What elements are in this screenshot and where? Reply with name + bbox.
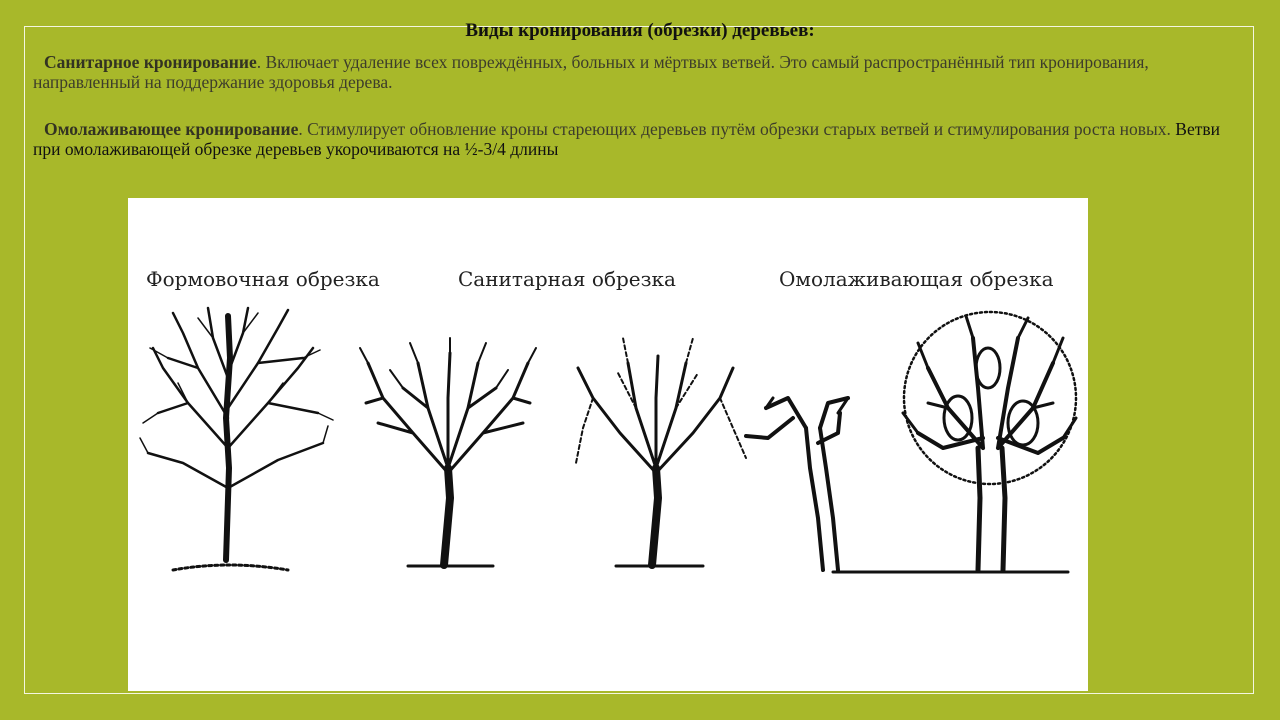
sanitary-paragraph	[33, 52, 1243, 92]
slide-title: Виды кронирования (обрезки) деревьев:	[465, 20, 815, 41]
rejuvenating-label: Омолаживающая обрезка	[779, 267, 1054, 291]
rejuvenating-note: Ветви при омолаживающей обрезке деревьев укорочиваются на ½-3/4 длины	[33, 119, 1220, 159]
sanitary-heading: Санитарное кронирование	[44, 52, 257, 72]
rejuvenated-stump-icon	[746, 398, 848, 570]
trees-illustration	[128, 198, 1088, 691]
rejuvenating-paragraph	[33, 119, 1243, 159]
rejuvenating-heading: Омолаживающее кронирование	[44, 119, 299, 139]
rejuvenated-tree-icon	[903, 312, 1076, 570]
sanitary-tree-after-icon	[360, 338, 536, 566]
pruning-figure	[128, 198, 1088, 691]
sanitary-tree-before-icon	[576, 338, 746, 566]
forming-tree-icon	[140, 308, 333, 570]
rejuvenating-text: . Стимулирует обновление кроны стареющих деревьев путём обрезки старых ветвей и стимулирования роста новых.	[298, 119, 1176, 139]
sanitary-text: . Включает удаление всех повреждённых, больных и мёртвых ветвей. Это самый распространённый тип кронирования, направленный на поддержание здоровья дерева.	[33, 52, 1149, 92]
sanitary-label: Санитарная обрезка	[458, 267, 676, 291]
forming-label: Формовочная обрезка	[146, 267, 380, 291]
